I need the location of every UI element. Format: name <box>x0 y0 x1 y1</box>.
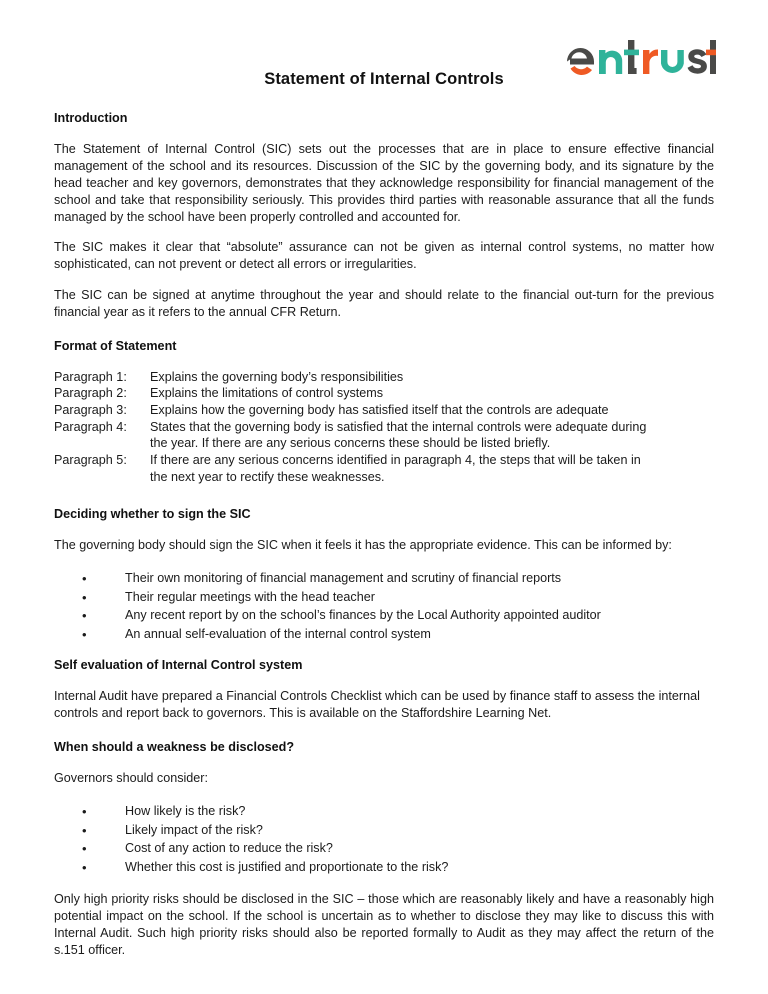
heading-introduction: Introduction <box>54 111 128 125</box>
list-item-label: Cost of any action to reduce the risk? <box>125 841 333 856</box>
paragraph-text <box>150 452 714 485</box>
weakness-bullet-list <box>54 805 714 873</box>
list-item <box>82 591 714 604</box>
logo-letter-t2 <box>706 40 716 74</box>
paragraph-label: Paragraph 3: <box>54 403 127 418</box>
list-item-label: Likely impact of the risk? <box>125 822 263 837</box>
list-item <box>82 824 714 837</box>
logo-e-swoosh <box>571 66 593 75</box>
format-of-statement-list <box>54 369 714 485</box>
paragraph-row <box>54 452 714 485</box>
paragraph-text-continuation: the next year to rectify these weaknesses. <box>150 469 385 484</box>
paragraph-label: Paragraph 4: <box>54 419 127 434</box>
paragraph-text <box>150 369 714 386</box>
paragraph-text-line: Explains how the governing body has satisfied itself that the controls are adequate <box>150 403 609 418</box>
deciding-bullet-list <box>54 572 714 640</box>
bullet-icon: • <box>82 859 87 875</box>
intro-paragraph-2: The SIC makes it clear that “absolute” assurance can not be given as internal control systems, no matter how sophisticated, can not prevent or detect all errors or irregularities. <box>54 240 714 272</box>
paragraph-row <box>54 385 714 402</box>
paragraph-label: Paragraph 5: <box>54 452 127 467</box>
bullet-icon: • <box>82 804 87 820</box>
logo-letter-s <box>688 49 707 73</box>
paragraph-text-line: Explains the governing body’s responsibilities <box>150 369 404 384</box>
list-item <box>82 842 714 855</box>
paragraph-text-line: If there are any serious concerns identified in paragraph 4, the steps that will be taken in <box>150 452 641 467</box>
list-item-label: How likely is the risk? <box>125 804 246 819</box>
paragraph-text <box>150 402 714 419</box>
bullet-icon: • <box>82 571 87 587</box>
weakness-intro-paragraph: Governors should consider: <box>54 771 209 786</box>
list-item <box>82 861 714 874</box>
entrust-logo <box>564 36 716 84</box>
list-item <box>82 609 714 622</box>
list-item-label: An annual self-evaluation of the internal control system <box>125 626 431 641</box>
paragraph-text-continuation: the year. If there are any serious concerns these should be listed briefly. <box>150 436 551 451</box>
list-item-label: Their regular meetings with the head teacher <box>125 589 375 604</box>
paragraph-text-line: States that the governing body is satisfied that the internal controls were adequate during <box>150 419 647 434</box>
paragraph-text <box>150 419 714 452</box>
bullet-icon: • <box>82 608 87 624</box>
paragraph-label: Paragraph 2: <box>54 386 127 401</box>
logo-letter-t1 <box>624 40 639 74</box>
bullet-icon: • <box>82 589 87 605</box>
bullet-icon: • <box>82 626 87 642</box>
heading-deciding-whether-to-sign: Deciding whether to sign the SIC <box>54 507 251 522</box>
paragraph-row <box>54 369 714 386</box>
intro-paragraph-3: The SIC can be signed at anytime throughout the year and should relate to the financial out-turn for the previous financial year as it refers to the annual CFR Return. <box>54 288 714 319</box>
paragraph-row <box>54 402 714 419</box>
paragraph-label: Paragraph 1: <box>54 369 127 384</box>
bullet-icon: • <box>82 822 87 838</box>
self-evaluation-paragraph: Internal Audit have prepared a Financial Controls Checklist which can be used by finance staff to assess the internal controls and report back to governors. This is available on the Staffordshire Learning Net. <box>54 689 700 721</box>
list-item-label: Their own monitoring of financial management and scrutiny of financial reports <box>125 571 562 586</box>
list-item-label: Whether this cost is justified and proportionate to the risk? <box>125 859 449 874</box>
list-item-label: Any recent report by on the school’s finances by the Local Authority appointed auditor <box>125 608 601 623</box>
heading-self-evaluation: Self evaluation of Internal Control system <box>54 658 303 673</box>
heading-weakness-disclosure: When should a weakness be disclosed? <box>54 740 295 755</box>
paragraph-text-line: Explains the limitations of control systems <box>150 386 384 401</box>
list-item <box>82 805 714 818</box>
logo-letter-r <box>643 49 658 74</box>
logo-letter-u <box>661 50 684 73</box>
deciding-intro-paragraph: The governing body should sign the SIC when it feels it has the appropriate evidence. This can be informed by: <box>54 538 672 553</box>
page-title: Statement of Internal Controls <box>264 70 504 88</box>
list-item <box>82 572 714 585</box>
logo-letter-n <box>599 50 622 74</box>
paragraph-row <box>54 419 714 452</box>
intro-paragraph-1: The Statement of Internal Control (SIC) sets out the processes that are in place to ensure effective financial management of the school and its resources. Discussion of the SIC by the governing body, and its signature by the head teacher and key governors, demonstrates that they acknowledge responsibility for financial management of the school and take that responsibility seriously. This provides third parties with reasonable assurance that all the funds managed by the school have been properly controlled and accounted for. <box>54 142 714 224</box>
bullet-icon: • <box>82 841 87 857</box>
logo-letter-e <box>567 48 594 75</box>
list-item <box>82 628 714 641</box>
paragraph-text <box>150 385 714 402</box>
weakness-closing-paragraph: Only high priority risks should be disclosed in the SIC – those which are reasonably likely and have a reasonably high potential impact on the school. If the school is uncertain as to whether to disclose they may like to discuss this with Internal Audit. Such high priority risks should also be reported formally to Audit as they may affect the return of the s.151 officer. <box>54 892 714 958</box>
heading-format-of-statement: Format of Statement <box>54 338 177 353</box>
